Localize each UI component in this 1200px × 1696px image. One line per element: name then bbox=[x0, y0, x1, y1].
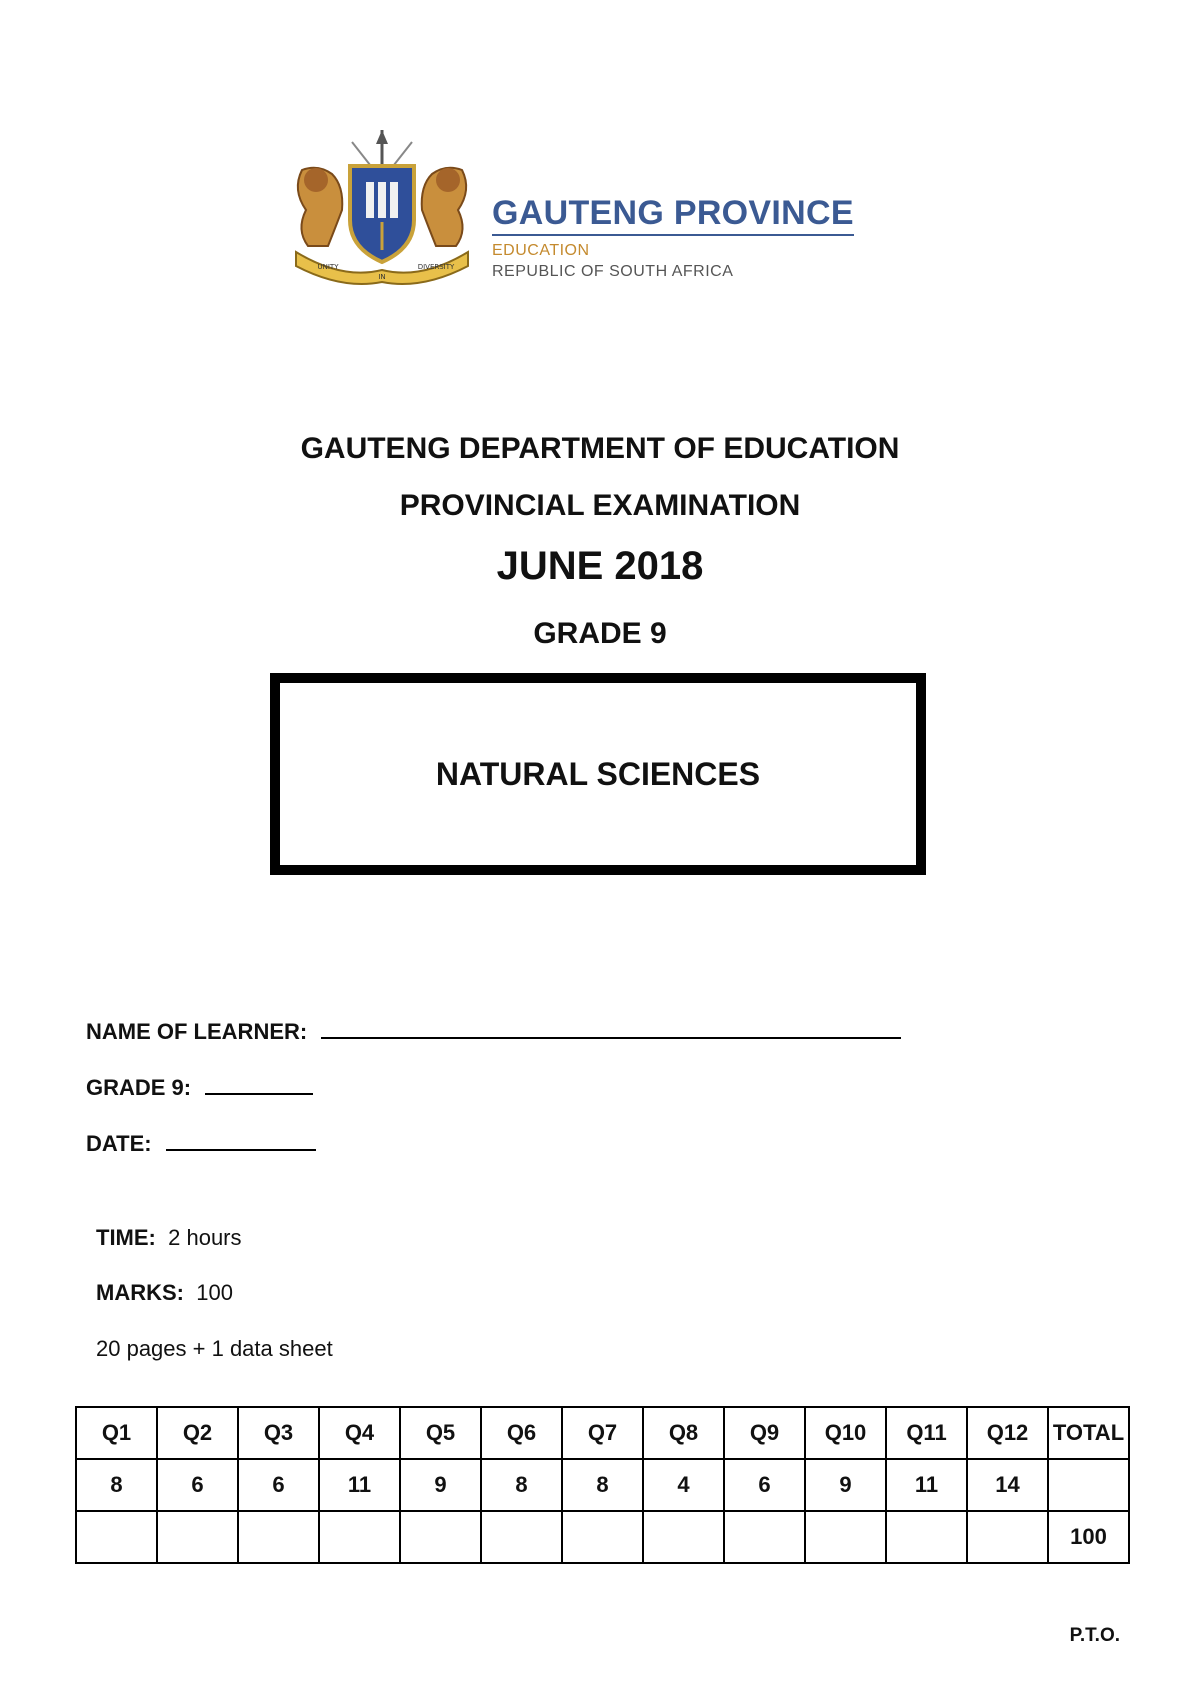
grade-heading: GRADE 9 bbox=[533, 617, 667, 650]
header-cell: Q7 bbox=[562, 1407, 643, 1459]
max-mark-cell: 4 bbox=[643, 1459, 724, 1511]
header-cell: Q2 bbox=[157, 1407, 238, 1459]
header-cell: Q12 bbox=[967, 1407, 1048, 1459]
marks-value: 100 bbox=[196, 1280, 233, 1305]
pages-info: 20 pages + 1 data sheet bbox=[96, 1336, 333, 1361]
score-cell[interactable] bbox=[643, 1511, 724, 1563]
marks-info bbox=[96, 1280, 233, 1306]
session-heading: JUNE 2018 bbox=[496, 544, 704, 588]
max-mark-cell: 8 bbox=[562, 1459, 643, 1511]
header-cell: Q9 bbox=[724, 1407, 805, 1459]
header-cell: TOTAL bbox=[1048, 1407, 1129, 1459]
header-cell: Q3 bbox=[238, 1407, 319, 1459]
logo-subtitle-country: REPUBLIC OF SOUTH AFRICA bbox=[492, 263, 734, 281]
marks-table bbox=[75, 1406, 1130, 1564]
time-value: 2 hours bbox=[168, 1225, 242, 1250]
score-cell[interactable] bbox=[481, 1511, 562, 1563]
score-cell[interactable] bbox=[319, 1511, 400, 1563]
department-heading: GAUTENG DEPARTMENT OF EDUCATION bbox=[300, 432, 900, 465]
header-cell: Q8 bbox=[643, 1407, 724, 1459]
header-cell: Q10 bbox=[805, 1407, 886, 1459]
score-cell[interactable] bbox=[238, 1511, 319, 1563]
logo-text bbox=[492, 195, 854, 281]
score-cell[interactable] bbox=[562, 1511, 643, 1563]
svg-text:IN: IN bbox=[378, 273, 386, 281]
max-mark-cell: 11 bbox=[886, 1459, 967, 1511]
max-mark-cell: 9 bbox=[805, 1459, 886, 1511]
date-field bbox=[86, 1127, 316, 1157]
logo-title: GAUTENG PROVINCE bbox=[492, 195, 854, 236]
total-cell: 100 bbox=[1048, 1511, 1129, 1563]
header-cell: Q1 bbox=[76, 1407, 157, 1459]
max-mark-cell: 6 bbox=[157, 1459, 238, 1511]
learner-name-label: NAME OF LEARNER: bbox=[86, 1019, 308, 1044]
subject-box bbox=[270, 673, 926, 875]
logo-subtitle-education: EDUCATION bbox=[492, 242, 590, 260]
grade-blank[interactable] bbox=[205, 1071, 313, 1095]
score-cell[interactable] bbox=[157, 1511, 238, 1563]
marks-label: MARKS: bbox=[96, 1280, 184, 1305]
marks-header-row bbox=[76, 1407, 1129, 1459]
score-cell[interactable] bbox=[805, 1511, 886, 1563]
learner-name-field bbox=[86, 1015, 901, 1045]
subject-title: NATURAL SCIENCES bbox=[435, 755, 761, 792]
max-mark-cell bbox=[1048, 1459, 1129, 1511]
svg-text:DIVERSITY: DIVERSITY bbox=[417, 263, 455, 271]
score-cell[interactable] bbox=[886, 1511, 967, 1563]
date-blank[interactable] bbox=[166, 1127, 316, 1151]
header-cell: Q4 bbox=[319, 1407, 400, 1459]
coat-of-arms-icon bbox=[282, 130, 482, 290]
header-cell: Q6 bbox=[481, 1407, 562, 1459]
time-label: TIME: bbox=[96, 1225, 156, 1250]
score-cell[interactable] bbox=[76, 1511, 157, 1563]
score-cell[interactable] bbox=[967, 1511, 1048, 1563]
max-mark-cell: 11 bbox=[319, 1459, 400, 1511]
scored-marks-row bbox=[76, 1511, 1129, 1563]
time-info bbox=[96, 1225, 242, 1251]
header-cell: Q11 bbox=[886, 1407, 967, 1459]
score-cell[interactable] bbox=[724, 1511, 805, 1563]
score-cell[interactable] bbox=[400, 1511, 481, 1563]
svg-text:UNITY: UNITY bbox=[317, 263, 339, 271]
grade-label: GRADE 9: bbox=[86, 1075, 192, 1100]
learner-name-blank[interactable] bbox=[321, 1015, 901, 1039]
max-mark-cell: 6 bbox=[238, 1459, 319, 1511]
max-mark-cell: 8 bbox=[481, 1459, 562, 1511]
max-marks-row bbox=[76, 1459, 1129, 1511]
pto-label: P.T.O. bbox=[1069, 1625, 1120, 1646]
max-mark-cell: 9 bbox=[400, 1459, 481, 1511]
max-mark-cell: 8 bbox=[76, 1459, 157, 1511]
header-cell: Q5 bbox=[400, 1407, 481, 1459]
max-mark-cell: 6 bbox=[724, 1459, 805, 1511]
grade-field bbox=[86, 1071, 313, 1101]
exam-type-heading: PROVINCIAL EXAMINATION bbox=[399, 489, 801, 522]
max-mark-cell: 14 bbox=[967, 1459, 1048, 1511]
date-label: DATE: bbox=[86, 1131, 152, 1156]
